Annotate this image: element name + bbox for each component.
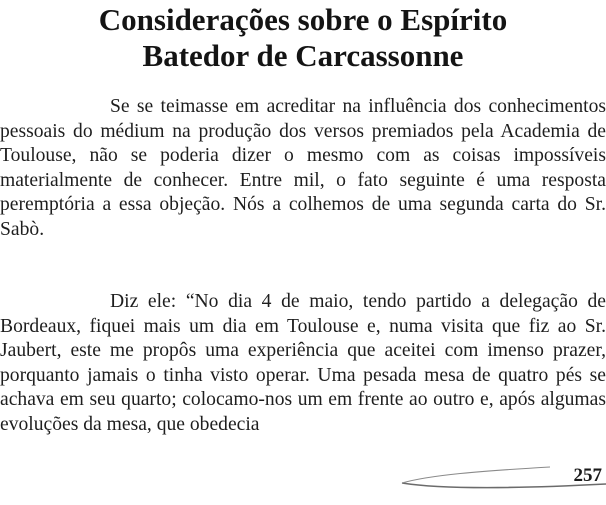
page-footer [400,455,606,495]
chapter-title [0,2,606,74]
chapter-title-line-1: Considerações sobre o Espírito [98,2,508,37]
body-paragraph-2: Diz ele: “No dia 4 de maio, tendo partido a delegação de Bordeaux, fiquei mais um dia em Toulouse e, numa visita que fiz ao Sr. Jaubert, este me propôs uma experiência que aceitei com imenso prazer, porquanto jamais o tinha visto operar. Uma pesada mesa de quatro pés se achava em seu quarto; colocamo-nos um em frente ao outro e, após algumas evoluções da mesa, que obedecia [0,291,606,435]
body-paragraph-1: Se se teimasse em acreditar na influência dos conhecimentos pessoais do médium na produção dos versos premiados pela Academia de Toulouse, não se poderia dizer o mesmo com as coisas impossíveis materialmente de conhecer. Entre mil, o fato seguinte é uma resposta peremptória a essa objeção. Nós a colhemos de uma segunda carta do Sr. Sabò. [0,96,606,240]
chapter-title-line-2: Batedor de Carcassonne [142,38,464,73]
page-number: 257 [573,465,602,486]
